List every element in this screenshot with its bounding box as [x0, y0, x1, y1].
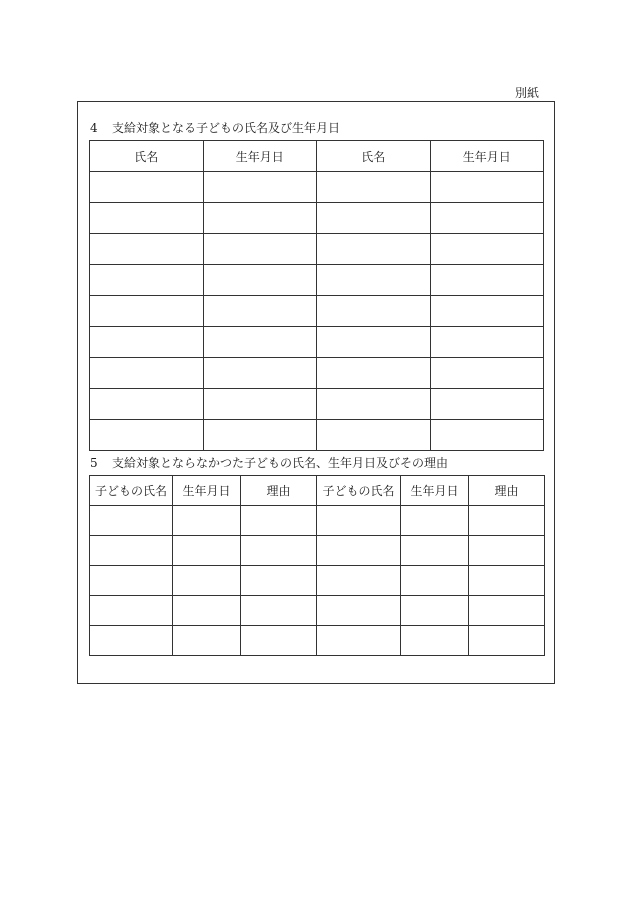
section-4-title-text: 支給対象となる子どもの氏名及び生年月日 — [112, 121, 341, 135]
header-name-2: 氏名 — [317, 141, 431, 172]
table-cell[interactable] — [430, 203, 544, 234]
table-cell[interactable] — [90, 265, 204, 296]
header-reason-1: 理由 — [241, 476, 317, 506]
table-cell[interactable] — [401, 506, 469, 536]
header-name-1: 氏名 — [90, 141, 204, 172]
table-row — [90, 596, 545, 626]
table-cell[interactable] — [430, 234, 544, 265]
table-cell[interactable] — [317, 420, 431, 451]
table-cell[interactable] — [430, 327, 544, 358]
table-cell[interactable] — [173, 596, 241, 626]
section-4-title — [90, 119, 340, 136]
table-cell[interactable] — [241, 536, 317, 566]
table-cell[interactable] — [317, 358, 431, 389]
table-row — [90, 358, 544, 389]
table-cell[interactable] — [430, 172, 544, 203]
section-5-title-text: 支給対象とならなかつた子どもの氏名、生年月日及びその理由 — [112, 456, 449, 470]
table-row — [90, 420, 544, 451]
table-cell[interactable] — [203, 172, 317, 203]
attachment-label: 別紙 — [514, 86, 539, 100]
table-cell[interactable] — [430, 420, 544, 451]
header-birthdate-2: 生年月日 — [401, 476, 469, 506]
section-5-title — [90, 454, 448, 471]
table-cell[interactable] — [317, 626, 401, 656]
table-cell[interactable] — [203, 420, 317, 451]
table-cell[interactable] — [90, 296, 204, 327]
header-birthdate-2: 生年月日 — [430, 141, 544, 172]
table-cell[interactable] — [90, 327, 204, 358]
table-cell[interactable] — [90, 506, 173, 536]
table-cell[interactable] — [317, 506, 401, 536]
table-cell[interactable] — [173, 626, 241, 656]
table-cell[interactable] — [203, 265, 317, 296]
table-cell[interactable] — [401, 626, 469, 656]
table-cell[interactable] — [203, 358, 317, 389]
table-cell[interactable] — [203, 389, 317, 420]
table-cell[interactable] — [401, 566, 469, 596]
table-row — [90, 389, 544, 420]
table-cell[interactable] — [90, 203, 204, 234]
table-cell[interactable] — [469, 596, 545, 626]
table-cell[interactable] — [317, 566, 401, 596]
header-child-name-1: 子どもの氏名 — [90, 476, 173, 506]
table-cell[interactable] — [90, 358, 204, 389]
table-cell[interactable] — [90, 596, 173, 626]
table-cell[interactable] — [317, 265, 431, 296]
table-cell[interactable] — [317, 234, 431, 265]
table-cell[interactable] — [401, 596, 469, 626]
table-cell[interactable] — [317, 203, 431, 234]
header-reason-2: 理由 — [469, 476, 545, 506]
table-cell[interactable] — [90, 626, 173, 656]
table-cell[interactable] — [317, 327, 431, 358]
table-cell[interactable] — [173, 506, 241, 536]
section-5-number: 5 — [90, 456, 98, 470]
table-cell[interactable] — [317, 536, 401, 566]
table-cell[interactable] — [469, 626, 545, 656]
table-cell[interactable] — [90, 536, 173, 566]
table-row — [90, 536, 545, 566]
table-cell[interactable] — [203, 296, 317, 327]
table-cell[interactable] — [317, 596, 401, 626]
table-row — [90, 626, 545, 656]
table-cell[interactable] — [203, 327, 317, 358]
table-cell[interactable] — [430, 389, 544, 420]
table-cell[interactable] — [430, 265, 544, 296]
eligible-children-table — [89, 140, 544, 451]
table-header-row — [90, 476, 545, 506]
table-row — [90, 296, 544, 327]
ineligible-children-table — [89, 475, 545, 656]
header-birthdate-1: 生年月日 — [203, 141, 317, 172]
table-cell[interactable] — [469, 536, 545, 566]
table-row — [90, 265, 544, 296]
header-child-name-2: 子どもの氏名 — [317, 476, 401, 506]
table-row — [90, 172, 544, 203]
table-row — [90, 327, 544, 358]
table-cell[interactable] — [241, 626, 317, 656]
table-cell[interactable] — [469, 506, 545, 536]
table-cell[interactable] — [317, 296, 431, 327]
table-cell[interactable] — [90, 420, 204, 451]
table-cell[interactable] — [317, 172, 431, 203]
table-cell[interactable] — [430, 358, 544, 389]
table-cell[interactable] — [90, 234, 204, 265]
table-cell[interactable] — [90, 172, 204, 203]
table-row — [90, 506, 545, 536]
table-cell[interactable] — [173, 536, 241, 566]
table-cell[interactable] — [469, 566, 545, 596]
table-row — [90, 566, 545, 596]
table-header-row — [90, 141, 544, 172]
table-row — [90, 203, 544, 234]
header-birthdate-1: 生年月日 — [173, 476, 241, 506]
table-cell[interactable] — [203, 203, 317, 234]
table-cell[interactable] — [90, 566, 173, 596]
table-cell[interactable] — [173, 566, 241, 596]
table-row — [90, 234, 544, 265]
table-cell[interactable] — [430, 296, 544, 327]
table-cell[interactable] — [90, 389, 204, 420]
table-cell[interactable] — [241, 566, 317, 596]
table-cell[interactable] — [241, 506, 317, 536]
section-4-number: 4 — [90, 121, 98, 135]
table-cell[interactable] — [241, 596, 317, 626]
table-cell[interactable] — [401, 536, 469, 566]
table-cell[interactable] — [203, 234, 317, 265]
table-cell[interactable] — [317, 389, 431, 420]
